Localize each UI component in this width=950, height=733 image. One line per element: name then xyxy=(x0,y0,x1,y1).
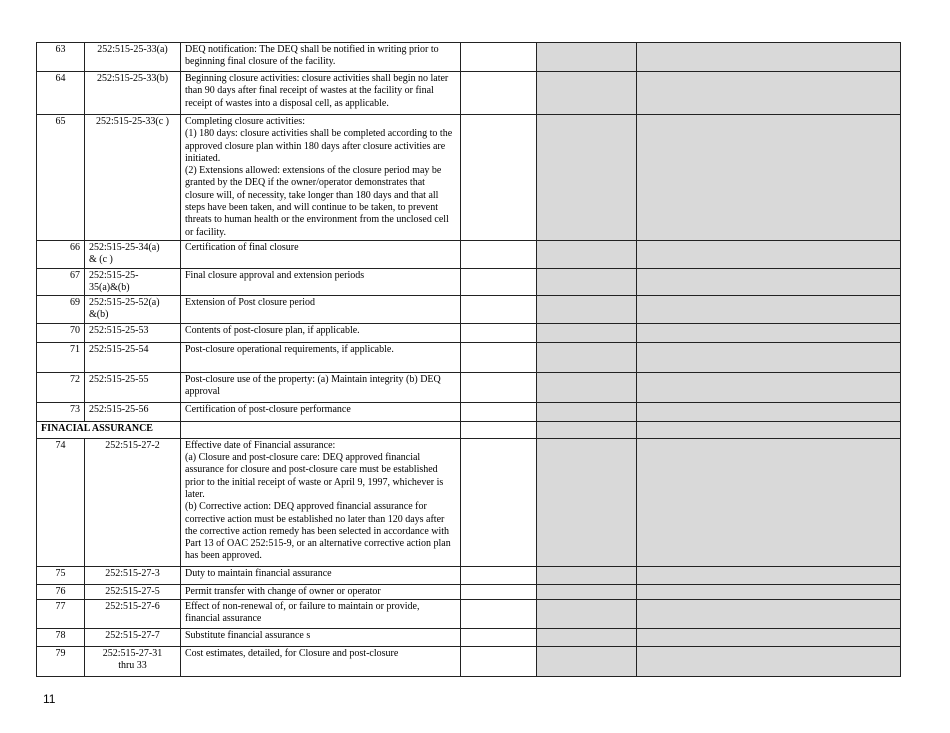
reference-line: 252:515-25- xyxy=(89,269,139,281)
table-row xyxy=(37,43,901,72)
regulation-reference: 252:515-25-53 xyxy=(85,323,181,342)
blank-cell xyxy=(461,115,537,241)
regulation-reference: 252:515-25-54 xyxy=(85,342,181,372)
shaded-cell xyxy=(637,402,901,421)
table-row xyxy=(37,240,901,268)
row-number: 76 xyxy=(37,584,85,599)
regulation-reference: 252:515-27-7 xyxy=(85,629,181,647)
blank-cell xyxy=(461,600,537,629)
shaded-cell xyxy=(537,629,637,647)
section-heading: FINACIAL ASSURANCE xyxy=(37,421,181,438)
regulation-reference xyxy=(85,268,181,296)
regulation-reference: 252:515-27-6 xyxy=(85,600,181,629)
regulation-reference: 252:515-27-3 xyxy=(85,566,181,584)
row-number: 64 xyxy=(37,72,85,115)
table-row xyxy=(37,323,901,342)
row-number: 74 xyxy=(37,438,85,566)
table-row xyxy=(37,296,901,324)
shaded-cell xyxy=(537,402,637,421)
requirement-description: Substitute financial assurance s xyxy=(181,629,461,647)
row-number: 63 xyxy=(37,43,85,72)
table-row xyxy=(37,372,901,402)
requirement-description: Duty to maintain financial assurance xyxy=(181,566,461,584)
requirement-description: Certification of final closure xyxy=(181,240,461,268)
shaded-cell xyxy=(537,342,637,372)
shaded-cell xyxy=(637,438,901,566)
shaded-cell xyxy=(537,438,637,566)
regulation-reference xyxy=(85,647,181,677)
blank-cell xyxy=(461,372,537,402)
row-number: 75 xyxy=(37,566,85,584)
shaded-cell xyxy=(537,43,637,72)
row-number: 66 xyxy=(37,240,85,268)
row-number: 65 xyxy=(37,115,85,241)
blank-cell xyxy=(461,566,537,584)
shaded-cell xyxy=(637,342,901,372)
shaded-cell xyxy=(637,566,901,584)
requirement-description: Cost estimates, detailed, for Closure and post-closure xyxy=(181,647,461,677)
regulation-reference: 252:515-25-33(c ) xyxy=(85,115,181,241)
regulation-reference: 252:515-27-2 xyxy=(85,438,181,566)
reference-line: 252:515-25-52(a) xyxy=(89,297,160,309)
regulation-reference: 252:515-25-33(b) xyxy=(85,72,181,115)
table-row xyxy=(37,115,901,241)
description-line: Effective date of Financial assurance: xyxy=(185,439,336,451)
row-number: 70 xyxy=(37,323,85,342)
shaded-cell xyxy=(537,584,637,599)
requirement-description: Permit transfer with change of owner or operator xyxy=(181,584,461,599)
shaded-cell xyxy=(537,72,637,115)
blank-cell xyxy=(461,647,537,677)
regulation-reference: 252:515-25-56 xyxy=(85,402,181,421)
requirement-description: DEQ notification: The DEQ shall be notified in writing prior to beginning final closure of the facility. xyxy=(181,43,461,72)
blank-cell xyxy=(461,268,537,296)
requirement-description: Beginning closure activities: closure activities shall begin no later than 90 days after final receipt of wastes at the facility or final receipt of wastes into a disposal cell, as applicable. xyxy=(181,72,461,115)
regulation-reference: 252:515-25-33(a) xyxy=(85,43,181,72)
blank-cell xyxy=(461,421,537,438)
shaded-cell xyxy=(537,600,637,629)
row-number: 67 xyxy=(37,268,85,296)
table-row xyxy=(37,438,901,566)
shaded-cell xyxy=(537,566,637,584)
shaded-cell xyxy=(637,72,901,115)
row-number: 77 xyxy=(37,600,85,629)
description-line: (2) Extensions allowed: extensions of the closure period may be granted by the DEQ if the owner/operator demonstrates that closure will, of necessity, take longer than 180 days and that all steps have been taken, and will continue to be taken, to prevent threats to human health or the environment from the unclosed cell or facility. xyxy=(185,165,449,238)
row-number: 72 xyxy=(37,372,85,402)
section-row xyxy=(37,421,901,438)
requirement-description: Post-closure use of the property: (a) Maintain integrity (b) DEQ approval xyxy=(181,372,461,402)
requirement-description: Certification of post-closure performance xyxy=(181,402,461,421)
blank-cell xyxy=(181,421,461,438)
description-line: Completing closure activities: xyxy=(185,116,305,127)
shaded-cell xyxy=(537,115,637,241)
row-number: 73 xyxy=(37,402,85,421)
table-row xyxy=(37,600,901,629)
table-row xyxy=(37,342,901,372)
shaded-cell xyxy=(637,584,901,599)
description-line: (1) 180 days: closure activities shall be completed according to the approved closure plan within 180 days after closure activities are initiated. xyxy=(185,128,453,164)
shaded-cell xyxy=(637,629,901,647)
table-row xyxy=(37,584,901,599)
shaded-cell xyxy=(637,240,901,268)
table-row xyxy=(37,629,901,647)
regulation-reference xyxy=(85,296,181,324)
blank-cell xyxy=(461,438,537,566)
table-row xyxy=(37,72,901,115)
shaded-cell xyxy=(637,600,901,629)
blank-cell xyxy=(461,629,537,647)
blank-cell xyxy=(461,342,537,372)
requirement-description xyxy=(181,438,461,566)
shaded-cell xyxy=(637,372,901,402)
reference-line: 35(a)&(b) xyxy=(89,281,130,293)
row-number: 69 xyxy=(37,296,85,324)
shaded-cell xyxy=(637,296,901,324)
regulation-reference xyxy=(85,240,181,268)
blank-cell xyxy=(461,240,537,268)
requirement-description: Post-closure operational requirements, if applicable. xyxy=(181,342,461,372)
requirement-description: Contents of post-closure plan, if applicable. xyxy=(181,323,461,342)
shaded-cell xyxy=(537,372,637,402)
table-row xyxy=(37,268,901,296)
regulation-reference: 252:515-25-55 xyxy=(85,372,181,402)
blank-cell xyxy=(461,72,537,115)
row-number: 78 xyxy=(37,629,85,647)
shaded-cell xyxy=(537,268,637,296)
blank-cell xyxy=(461,584,537,599)
requirements-table xyxy=(36,42,901,677)
reference-line: 252:515-27-31 xyxy=(102,648,163,660)
description-line: (b) Corrective action: DEQ approved financial assurance for corrective action must be established no later than 120 days after the corrective action remedy has been selected in accordance with Part 13 of OAC 252:515-9, or an alternative corrective action plan has been approved. xyxy=(185,501,451,562)
requirement-description xyxy=(181,115,461,241)
page-number: 11 xyxy=(43,692,56,706)
description-line: (a) Closure and post-closure care: DEQ approved financial assurance for closure and post-closure care must be established prior to the initial receipt of waste or April 9, 1997, whichever is later. xyxy=(185,452,444,500)
reference-line: 252:515-25-34(a) xyxy=(89,241,160,253)
requirement-description: Effect of non-renewal of, or failure to maintain or provide, financial assurance xyxy=(181,600,461,629)
shaded-cell xyxy=(637,323,901,342)
table-row xyxy=(37,647,901,677)
shaded-cell xyxy=(537,421,637,438)
regulation-reference: 252:515-27-5 xyxy=(85,584,181,599)
row-number: 71 xyxy=(37,342,85,372)
blank-cell xyxy=(461,323,537,342)
shaded-cell xyxy=(537,240,637,268)
blank-cell xyxy=(461,43,537,72)
shaded-cell xyxy=(537,296,637,324)
shaded-cell xyxy=(537,323,637,342)
reference-line: & (c ) xyxy=(89,254,113,266)
shaded-cell xyxy=(537,647,637,677)
row-number: 79 xyxy=(37,647,85,677)
reference-line: &(b) xyxy=(89,309,109,321)
reference-line: thru 33 xyxy=(118,660,147,672)
shaded-cell xyxy=(637,43,901,72)
shaded-cell xyxy=(637,421,901,438)
shaded-cell xyxy=(637,268,901,296)
shaded-cell xyxy=(637,115,901,241)
table-row xyxy=(37,566,901,584)
shaded-cell xyxy=(637,647,901,677)
blank-cell xyxy=(461,296,537,324)
requirement-description: Extension of Post closure period xyxy=(181,296,461,324)
requirement-description: Final closure approval and extension periods xyxy=(181,268,461,296)
table-row xyxy=(37,402,901,421)
blank-cell xyxy=(461,402,537,421)
